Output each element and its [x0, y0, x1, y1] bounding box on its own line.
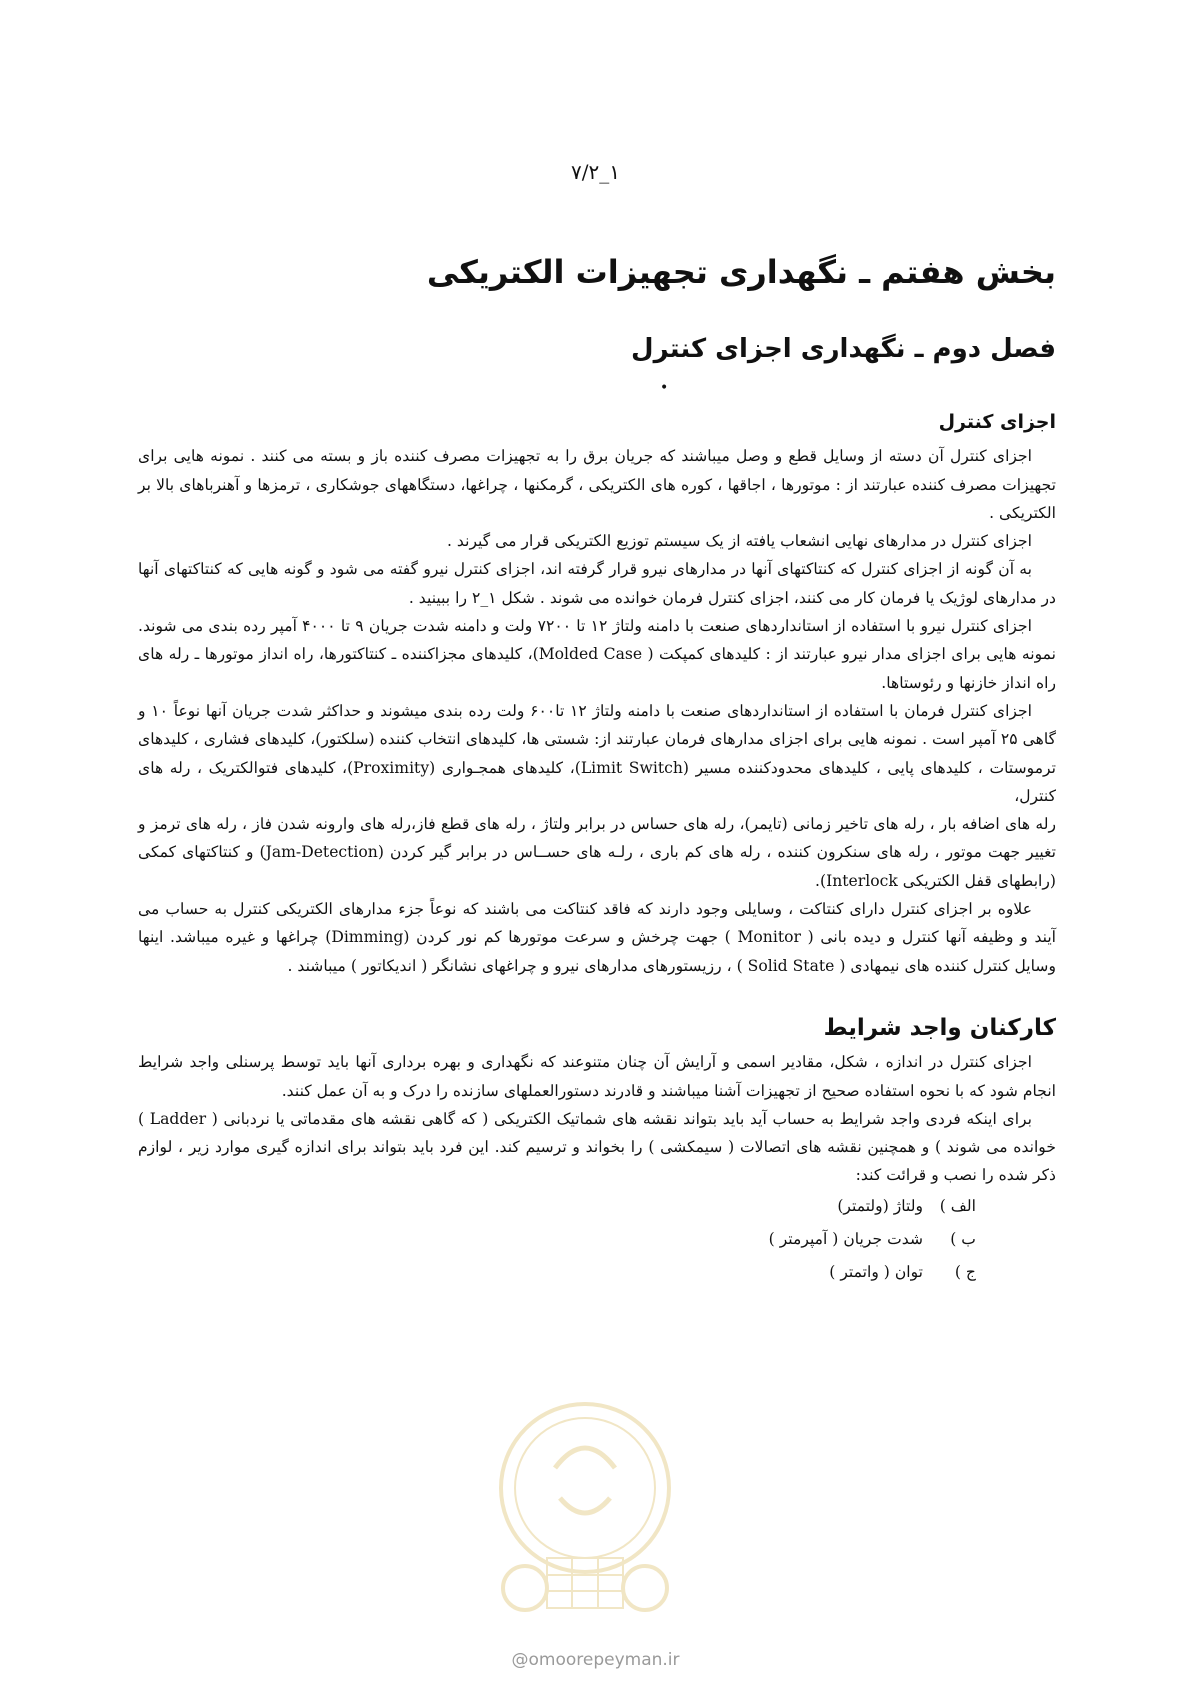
paragraph: اجزای کنترل در مدارهای نهایی انشعاب یافته از یک سیستم توزیع الکتریکی قرار می گیرند .	[447, 532, 1032, 551]
footer-url	[0, 1650, 1191, 1670]
paragraph: به آن گونه از اجزای کنترل که کنتاکتهای آنها در مدارهای نیرو قرار گرفته اند، اجزای کنترل نیرو گفته می شود و گونه هایی که کنتاکتهای آنها در مدارهای لوژیک یا فرمان کار می کنند، اجزای کنترل فرمان خوانده می شوند . شکل ۱_۲ را ببینید .	[138, 560, 1056, 607]
list-item-text: شدت جریان ( آمپرمتر )	[768, 1229, 924, 1248]
at-icon: @	[511, 1650, 529, 1670]
list-marker: الف )	[939, 1196, 976, 1215]
footer-url-text: omoorepeyman.ir	[528, 1650, 680, 1670]
paragraph: اجزای کنترل در اندازه ، شکل، مقادیر اسمی و آرایش آن چنان متنوعند که نگهداری و بهره برداری آنها باید توسط پرسنلی واجد شرایط انجام شود که با نحوه استفاده صحیح از تجهیزات آشنا میباشند و قادرند دستورالعملهای سازنده را درک و به آن عمل کنند.	[138, 1053, 1056, 1100]
list-marker: ب )	[950, 1229, 976, 1248]
list-item	[138, 1223, 1056, 1256]
paragraph: رله های اضافه بار ، رله های تاخیر زمانی (تایمر)، رله های حساس در برابر ولتاژ ، رله های قطع فاز،رله های وارونه شدن فاز ، رله های ترمز و تغییر جهت موتور ، رله های سنکرون کننده ، رله های کم باری ، رلـه های حســاس در برابر گیر کردن (Jam-Detection) و کنتاکتهای کمکی (رابطهای قفل الکتریکی Interlock).	[138, 815, 1056, 890]
chapter-title: فصل دوم ـ نگهداری اجزای کنترل	[631, 334, 1056, 364]
paragraph: اجزای کنترل آن دسته از وسایل قطع و وصل میباشند که جریان برق را به تجهیزات مصرف کننده باز و بسته می کنند . نمونه هایی برای تجهیزات مصرف کننده عبارتند از : موتورها ، اجاقها ، کوره های الکتریکی ، گرمکنها ، چراغها، دستگاههای جوشکاری ، ترمزها و آهنرباهای بالا بر الکتریکی .	[138, 447, 1056, 522]
part-title: بخش هفتم ـ نگهداری تجهیزات الکتریکی	[426, 253, 1056, 291]
list-item	[138, 1190, 1056, 1223]
watermark-seal	[485, 1388, 685, 1624]
paragraph: علاوه بر اجزای کنترل دارای کنتاکت ، وسایلی وجود دارند که فاقد کنتاکت می باشند که نوعاً جزء مدارهای الکتریکی کنترل به حساب می آیند و وظیفه آنها کنترل و دیده بانی ( Monitor ) جهت چرخش و سرعت موتورها کم نور کردن (Dimming) چراغها و غیره میباشد. اینها وسایل کنترل کننده های نیمهادی ( Solid State ) ، رزیستورهای مدارهای نیرو و چراغهای نشانگر ( اندیکاتور ) میباشند .	[138, 900, 1057, 975]
page-number: ۷/۲_۱	[571, 160, 620, 184]
section-heading-control-components: اجزای کنترل	[938, 411, 1056, 433]
list-item-text: ولتاژ (ولتمتر)	[837, 1196, 924, 1215]
document-body	[138, 408, 1056, 1289]
section-heading-qualified-personnel: کارکنان واجد شرایط	[823, 1014, 1056, 1041]
list-item	[138, 1256, 1056, 1289]
paragraph: اجزای کنترل فرمان با استفاده از استانداردهای صنعت با دامنه ولتاژ ۱۲ تا۶۰۰ ولت رده بندی میشوند و حداکثر شدت جریان آنها نوعاً ۱۰ و گاهی ۲۵ آمپر است . نمونه هایی برای اجزای مدارهای فرمان عبارتند از: شستی ها، کلیدهای انتخاب کننده (سلکتور)، کلیدهای فشاری ، کلیدهای ترموستات ، کلیدهای پایی ، کلیدهای محدودکننده مسیر (Limit Switch)، کلیدهای همجـواری (Proximity)، کلیدهای فتوالکتریک ، رله های کنترل،	[138, 701, 1056, 805]
list-marker: ج )	[954, 1262, 976, 1281]
list-item-text: توان ( واتمتر )	[829, 1262, 924, 1281]
measurement-list	[138, 1190, 1056, 1289]
stray-dot: •	[660, 380, 669, 396]
paragraph: اجزای کنترل نیرو با استفاده از استانداردهای صنعت با دامنه ولتاژ ۱۲ تا ۷۲۰۰ ولت و دامنه شدت جریان ۹ تا ۴۰۰۰ آمپر رده بندی می شوند. نمونه هایی برای اجزای مدار نیرو عبارتند از : کلیدهای کمپکت ( Molded Case)، کلیدهای مجزاکننده ـ کنتاکتورها، راه انداز موتورها ـ رله های راه انداز خازنها و رئوستاها.	[138, 617, 1057, 692]
paragraph: برای اینکه فردی واجد شرایط به حساب آید باید بتواند نقشه های شماتیک الکتریکی ( که گاهی نقشه های مقدماتی یا نردبانی ( Ladder ) خوانده می شوند ) و همچنین نقشه های اتصالات ( سیمکشی ) را بخواند و ترسیم کند. این فرد باید بتواند برای اندازه گیری موارد زیر ، لوازم ذکر شده را نصب و قرائت کند:	[138, 1109, 1056, 1185]
